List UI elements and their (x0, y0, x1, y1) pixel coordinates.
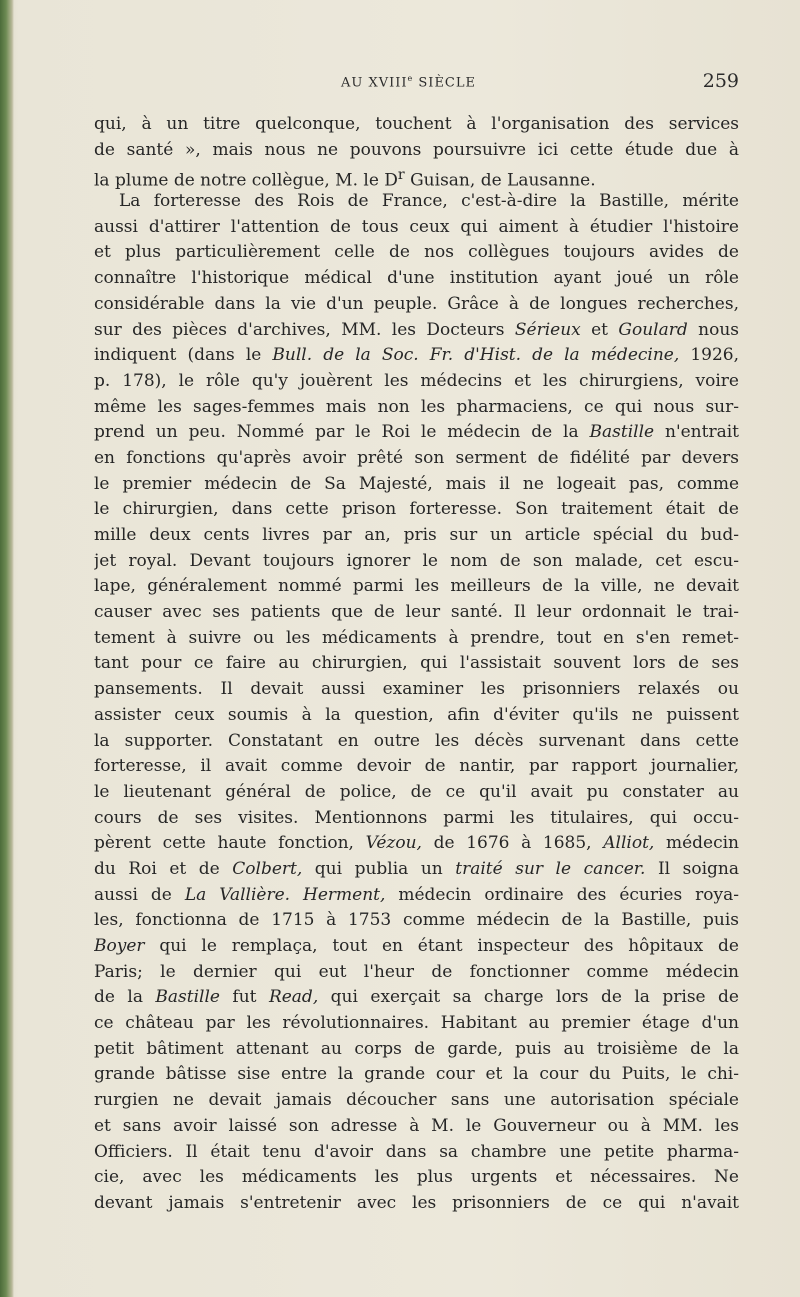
text-line (94, 343, 739, 369)
italic-text: Read, (268, 987, 319, 1008)
text-segment: rurgien ne devait jamais découcher sans une autorisation spéciale (94, 1090, 739, 1111)
text-line (94, 112, 739, 138)
text-segment: nous (687, 319, 739, 340)
text-segment: ce château par les révolutionnaires. Habitant au premier étage d'un (94, 1013, 739, 1034)
text-segment: Il soigna (645, 858, 739, 879)
text-line (94, 908, 739, 934)
italic-text: Bastille (155, 987, 220, 1008)
text-segment: tant pour ce faire au chirurgien, qui l'assistait souvent lors de ses (94, 653, 739, 674)
text-line (94, 318, 739, 344)
italic-text: Vézou, (365, 833, 422, 854)
italic-text: Goulard (618, 319, 688, 340)
text-line (94, 857, 739, 883)
text-segment: du Roi et de (94, 858, 233, 879)
text-line (94, 1114, 739, 1140)
text-segment: et (580, 319, 619, 340)
page-header (94, 72, 739, 96)
text-segment: le lieutenant général de police, de ce qu'il avait pu constater au (94, 781, 739, 802)
text-line (94, 934, 739, 960)
running-head-text: AU XVIII (341, 75, 408, 91)
italic-text: Bull. de la Soc. Fr. d'Hist. de la médecine, (272, 345, 680, 366)
text-segment: aussi de (94, 884, 185, 905)
text-segment: causer avec ses patients que de leur santé. Il leur ordonnait le trai- (94, 602, 739, 623)
text-segment: sur des pièces d'archives, MM. les Docteurs (94, 319, 515, 340)
text-line (94, 780, 739, 806)
text-line (94, 677, 739, 703)
text-line (94, 1165, 739, 1191)
text-segment: le chirurgien, dans cette prison forteresse. Son traitement était de (94, 499, 739, 520)
text-segment: le premier médecin de Sa Majesté, mais il ne logeait pas, comme (94, 473, 739, 494)
text-line (94, 1140, 739, 1166)
text-segment: qui publia un (302, 858, 456, 879)
page-number: 259 (702, 70, 739, 92)
text-line (94, 703, 739, 729)
running-head (341, 74, 476, 90)
text-line (94, 1037, 739, 1063)
text-segment: cie, avec les médicaments les plus urgents et nécessaires. Ne (94, 1167, 739, 1188)
text-segment: pèrent cette haute fonction, (94, 833, 366, 854)
text-segment: même les sages-femmes mais non les pharmaciens, ce qui nous sur- (94, 396, 739, 417)
text-segment: indiquent (dans le (94, 345, 273, 366)
running-head-text-end: SIÈCLE (413, 75, 476, 91)
text-segment: jet royal. Devant toujours ignorer le nom de son malade, cet escu- (94, 550, 739, 571)
text-line (94, 1191, 739, 1217)
text-segment: grande bâtisse sise entre la grande cour et la cour du Puits, le chi- (94, 1064, 739, 1085)
text-line (94, 1088, 739, 1114)
text-line (94, 420, 739, 446)
italic-text: Bastille (589, 422, 655, 443)
text-line (94, 651, 739, 677)
italic-text: Alliot, (603, 833, 655, 854)
italic-text: Sérieux (514, 319, 581, 340)
text-line (94, 831, 739, 857)
text-segment: forteresse, il avait comme devoir de nantir, par rapport journalier, (94, 756, 739, 777)
text-segment: les, fonctionna de 1715 à 1753 comme médecin de la Bastille, puis (94, 910, 739, 931)
text-segment: de santé », mais nous ne pouvons poursuivre ici cette étude due à (94, 139, 739, 160)
text-line (94, 472, 739, 498)
text-line (94, 523, 739, 549)
text-line (94, 806, 739, 832)
text-line (94, 600, 739, 626)
text-segment: qui, à un titre quelconque, touchent à l'organisation des services (94, 114, 739, 134)
superscript: r (397, 167, 405, 184)
text-line (94, 292, 739, 318)
text-segment: et plus particulièrement celle de nos collègues toujours avides de (94, 242, 739, 263)
text-line (94, 446, 739, 472)
text-segment: assister ceux soumis à la question, afin d'éviter qu'ils ne puissent (94, 704, 739, 725)
text-segment: pansements. Il devait aussi examiner les prisonniers relaxés ou (94, 679, 739, 700)
text-line (94, 626, 739, 652)
text-line (94, 985, 739, 1011)
text-line (94, 1062, 739, 1088)
text-segment: p. 178), le rôle qu'y jouèrent les médecins et les chirurgiens, voire (94, 370, 739, 391)
text-segment: tement à suivre ou les médicaments à prendre, tout en s'en remet- (94, 627, 739, 648)
text-segment: 1926, (679, 345, 739, 366)
italic-text: Colbert, (232, 858, 303, 879)
text-segment: en fonctions qu'après avoir prêté son serment de fidélité par devers (94, 447, 739, 468)
text-segment: la supporter. Constatant en outre les décès survenant dans cette (94, 730, 739, 751)
text-segment: qui le remplaça, tout en étant inspecteur des hôpitaux de (144, 936, 739, 956)
text-segment: qui exerçait sa charge lors de la prise de (318, 987, 739, 1008)
text-line (94, 395, 739, 421)
text-segment: médecin (654, 833, 739, 854)
text-segment: fut (219, 987, 269, 1008)
text-line (94, 215, 739, 241)
text-line (94, 883, 739, 909)
italic-text: traité sur le cancer. (455, 858, 646, 879)
text-line (94, 960, 739, 986)
text-segment: lape, généralement nommé parmi les meilleurs de la ville, ne devait (94, 576, 739, 597)
text-segment: prend un peu. Nommé par le Roi le médecin de la (94, 422, 590, 443)
text-line (94, 754, 739, 780)
text-segment: considérable dans la vie d'un peuple. Grâce à de longues recherches, (94, 293, 739, 314)
text-segment: la plume de notre collègue, M. le D (94, 171, 398, 190)
text-segment: connaître l'historique médical d'une institution ayant joué un rôle (94, 268, 739, 289)
text-line (94, 163, 739, 189)
text-segment: mille deux cents livres par an, pris sur un article spécial du bud- (94, 525, 739, 545)
text-segment: n'entrait (654, 422, 739, 443)
text-segment: petit bâtiment attenant au corps de garde, puis au troisième de la (94, 1038, 739, 1059)
text-segment: Officiers. Il était tenu d'avoir dans sa chambre une petite pharma- (94, 1141, 739, 1162)
italic-text: Boyer (94, 936, 145, 956)
book-binding-edge (0, 0, 14, 1297)
text-line (94, 1011, 739, 1037)
italic-text: La Vallière. Herment, (184, 884, 386, 905)
text-line (94, 240, 739, 266)
text-line (94, 369, 739, 395)
text-segment: Paris; le dernier qui eut l'heur de fonctionner comme médecin (94, 961, 739, 982)
text-segment: de 1676 à 1685, (421, 833, 604, 854)
text-line (94, 549, 739, 575)
body-text (94, 112, 739, 1217)
text-segment: médecin ordinaire des écuries roya- (385, 884, 739, 905)
text-segment: et sans avoir laissé son adresse à M. le Gouverneur ou à MM. les (94, 1115, 739, 1136)
text-segment: de la (94, 987, 156, 1008)
text-segment: devant jamais s'entretenir avec les prisonniers de ce qui n'avait (94, 1192, 739, 1213)
running-head-superscript: e (407, 74, 414, 83)
text-line (94, 497, 739, 523)
text-line (94, 729, 739, 755)
text-line (94, 189, 739, 215)
text-segment: Guisan, de Lausanne. (404, 171, 596, 190)
text-segment: cours de ses visites. Mentionnons parmi les titulaires, qui occu- (94, 807, 739, 828)
text-segment: La forteresse des Rois de France, c'est-à-dire la Bastille, mérite (119, 191, 739, 212)
text-segment: aussi d'attirer l'attention de tous ceux qui aiment à étudier l'histoire (94, 216, 739, 237)
text-line (94, 138, 739, 164)
text-line (94, 574, 739, 600)
text-line (94, 266, 739, 292)
